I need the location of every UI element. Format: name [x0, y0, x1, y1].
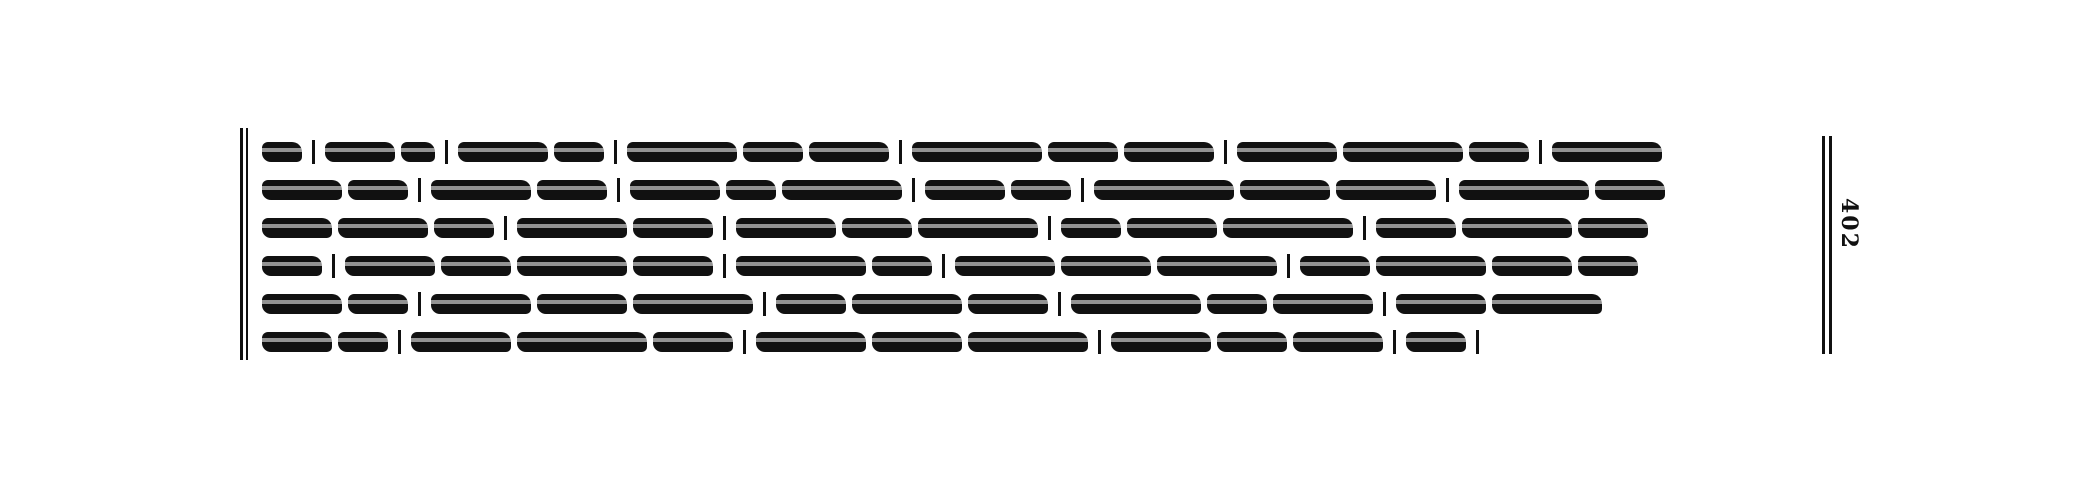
text-line-1	[262, 136, 1817, 168]
pecha-folio	[240, 128, 1862, 360]
folio-number: 402	[1836, 198, 1862, 250]
text-block	[262, 132, 1817, 356]
text-line-6	[262, 326, 1817, 358]
left-border-frame	[240, 128, 248, 360]
right-border-frame	[1822, 136, 1832, 354]
text-line-4	[262, 250, 1817, 282]
text-line-3	[262, 212, 1817, 244]
text-line-2	[262, 174, 1817, 206]
text-line-5	[262, 288, 1817, 320]
